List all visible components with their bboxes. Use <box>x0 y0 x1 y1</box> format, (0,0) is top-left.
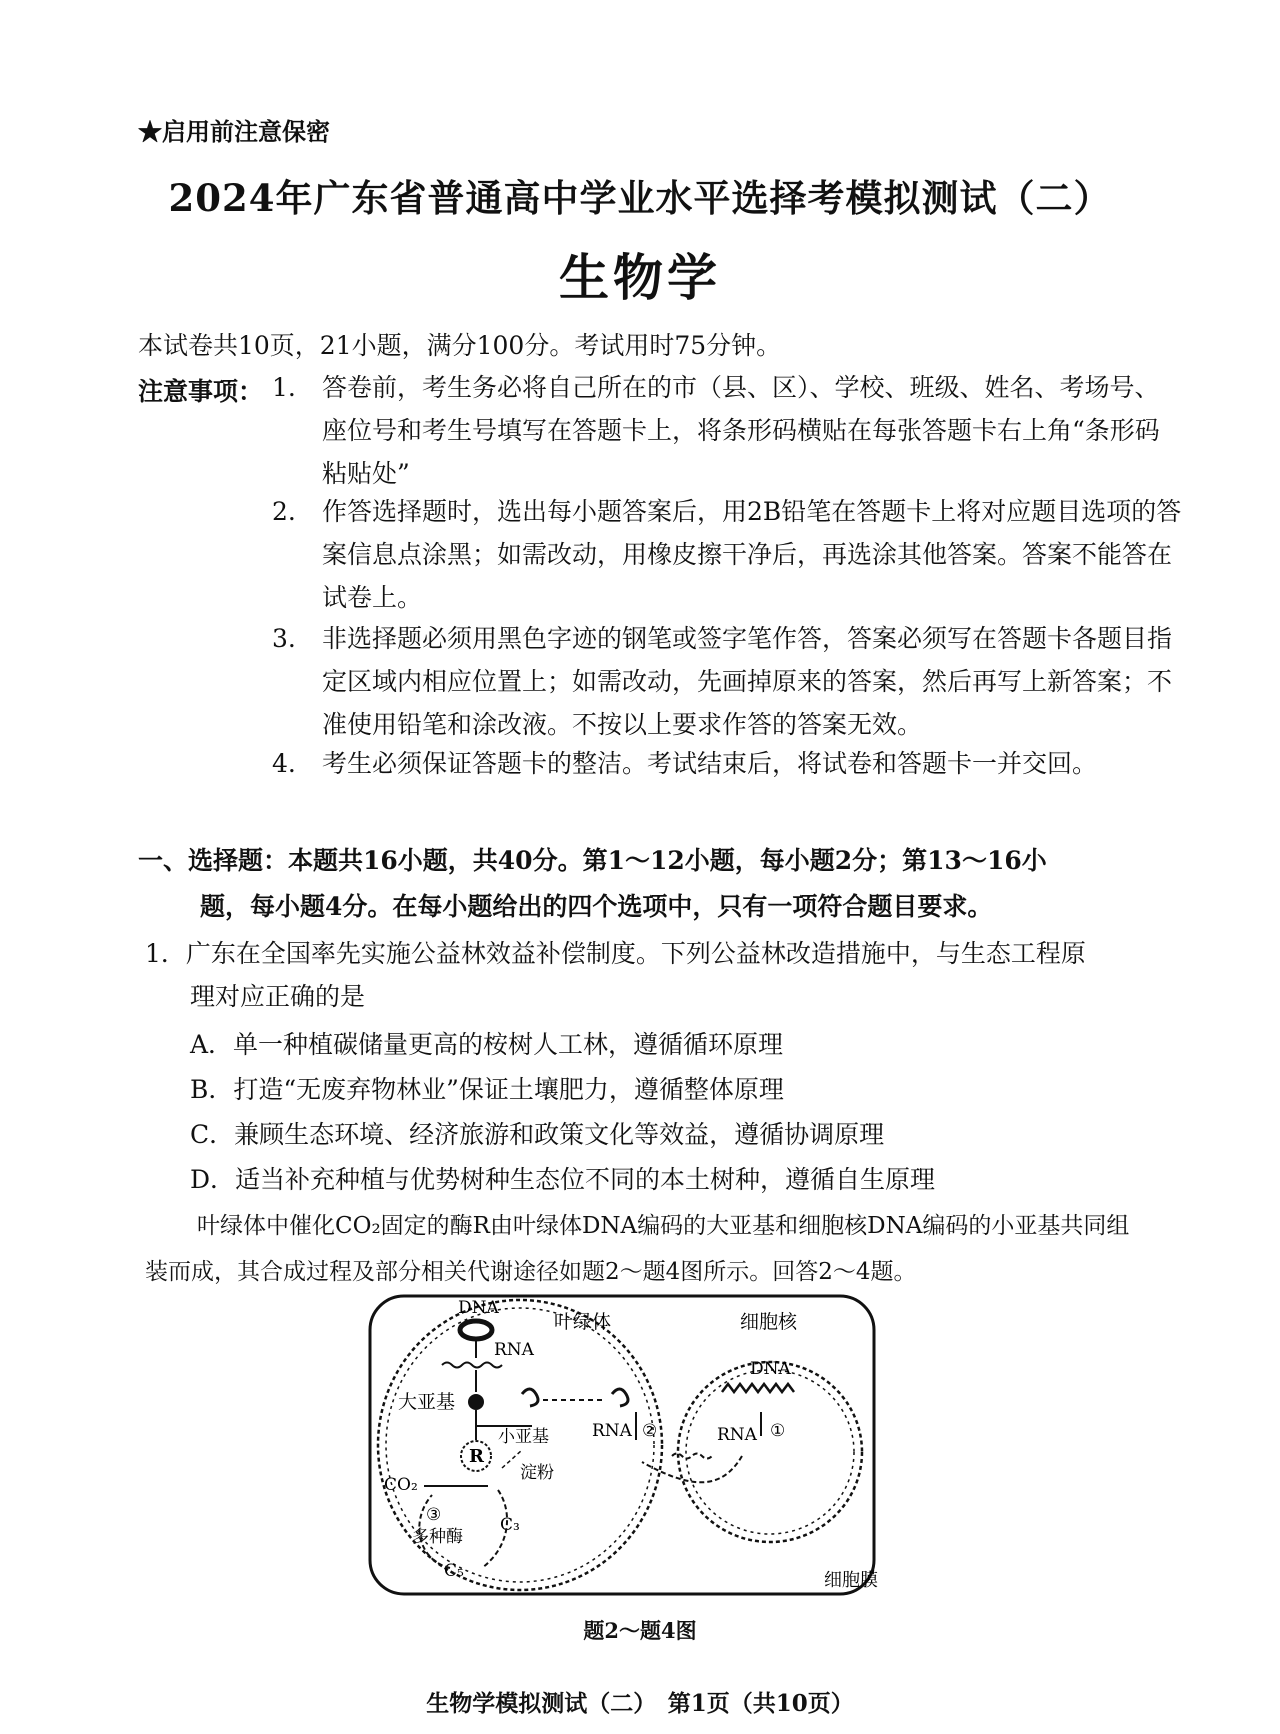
step-1-label: ① <box>770 1421 786 1441</box>
note-item-1 <box>272 366 1182 496</box>
option-a: A．单一种植碳储量更高的桉树人工林，遵循循环原理 <box>190 1030 784 1059</box>
co2-label: CO₂ <box>384 1475 418 1495</box>
note-number: 1. <box>272 373 296 402</box>
note-text: 考生必须保证答题卡的整洁。考试结束后，将试卷和答题卡一并交回。 <box>322 749 1098 778</box>
question-1-line-1: 1．广东在全国率先实施公益林效益补偿制度。下列公益林改造措施中，与生态工程原 <box>145 939 1086 968</box>
section-heading-line-2: 题，每小题4分。在每小题给出的四个选项中，只有一项符合题目要求。 <box>200 892 993 921</box>
subject-title: 生物学 <box>559 248 721 307</box>
shared-stem: 叶绿体中催化CO₂固定的酶R由叶绿体DNA编码的大亚基和细胞核DNA编码的小亚基共同组装而成，其合成过程及部分相关代谢途径如题2～题4图所示。回答2～4题。 <box>145 1213 1130 1285</box>
option-c: C．兼顾生态环境、经济旅游和政策文化等效益，遵循协调原理 <box>190 1120 885 1149</box>
note-text: 答卷前，考生务必将自己所在的市（县、区）、学校、班级、姓名、考场号、座位号和考生号填写在答题卡上，将条形码横贴在每张答题卡右上角“条形码粘贴处” <box>322 373 1160 488</box>
nuclear-rna-label: RNA <box>717 1425 757 1445</box>
option-d: D．适当补充种植与优势树种生态位不同的本土树种，遵循自生原理 <box>190 1165 936 1194</box>
section-heading <box>138 838 1148 930</box>
nuclear-small-subunit-shape <box>612 1389 628 1406</box>
note-number: 3. <box>272 624 296 653</box>
step-2-label: ② <box>642 1421 658 1441</box>
chloroplast-dna-ring <box>460 1321 492 1339</box>
page-footer: 生物学模拟测试（二） 第1页（共10页） <box>426 1690 854 1717</box>
large-subunit-shape <box>468 1394 484 1410</box>
large-subunit-label: 大亚基 <box>398 1391 456 1413</box>
nucleus-label: 细胞核 <box>740 1311 798 1333</box>
note-text: 非选择题必须用黑色字迹的钢笔或签字笔作答，答案必须写在答题卡各题目指定区域内相应位置上；如需改动，先画掉原来的答案，然后再写上新答案；不准使用铅笔和涂改液。不按以上要求作答的答案无效。 <box>322 624 1173 739</box>
enzymes-label: 多种酶 <box>412 1527 463 1547</box>
nucleus-outline <box>678 1362 862 1542</box>
note-text: 作答选择题时，选出每小题答案后，用2B铅笔在答题卡上将对应题目选项的答案信息点涂黑；如需改动，用橡皮擦干净后，再选涂其他答案。答案不能答在试卷上。 <box>322 497 1182 612</box>
enzyme-r-label: R <box>469 1446 484 1467</box>
figure-caption: 题2～题4图 <box>583 1618 697 1643</box>
cell-membrane-outline <box>370 1296 874 1594</box>
rna-export-path <box>642 1454 742 1483</box>
exam-info: 本试卷共10页，21小题，满分100分。考试用时75分钟。 <box>138 331 782 360</box>
nuclear-dna-label: DNA <box>750 1359 791 1379</box>
confidential-label: ★启用前注意保密 <box>138 117 330 146</box>
exported-rna-label: RNA <box>592 1421 632 1441</box>
option-b: B．打造“无废弃物林业”保证土壤肥力，遵循整体原理 <box>190 1075 784 1104</box>
small-subunit-shape <box>522 1389 538 1406</box>
c5-label: C₅ <box>444 1561 464 1581</box>
exam-title: 2024年广东省普通高中学业水平选择考模拟测试（二） <box>168 176 1112 220</box>
small-subunit-label: 小亚基 <box>498 1427 549 1447</box>
chloroplast-dna-label: DNA <box>458 1298 499 1318</box>
note-item-3 <box>272 617 1182 747</box>
chloroplast-label: 叶绿体 <box>554 1311 612 1333</box>
question-1-line-2: 理对应正确的是 <box>190 982 366 1011</box>
diagram-figure <box>362 1290 882 1600</box>
notes-heading: 注意事项： <box>138 377 264 406</box>
question-1-stem <box>145 932 1145 1018</box>
chloroplast-rna-wave <box>442 1363 502 1368</box>
note-item-2 <box>272 490 1182 620</box>
cell-membrane-label: 细胞膜 <box>824 1570 878 1591</box>
step-3-label: ③ <box>426 1505 442 1525</box>
section-heading-line-1: 一、选择题：本题共16小题，共40分。第1～12小题，每小题2分；第13～16小 <box>138 846 1047 875</box>
note-item-4 <box>272 742 1182 787</box>
starch-label: 淀粉 <box>520 1463 554 1483</box>
nucleus-inner-outline <box>686 1370 854 1534</box>
nuclear-dna-helix <box>722 1384 794 1392</box>
c3-label: C₃ <box>500 1515 520 1535</box>
note-number: 2. <box>272 497 296 526</box>
chloroplast-rna-label: RNA <box>494 1340 534 1360</box>
note-number: 4. <box>272 749 296 778</box>
starch-arrow <box>502 1450 522 1468</box>
